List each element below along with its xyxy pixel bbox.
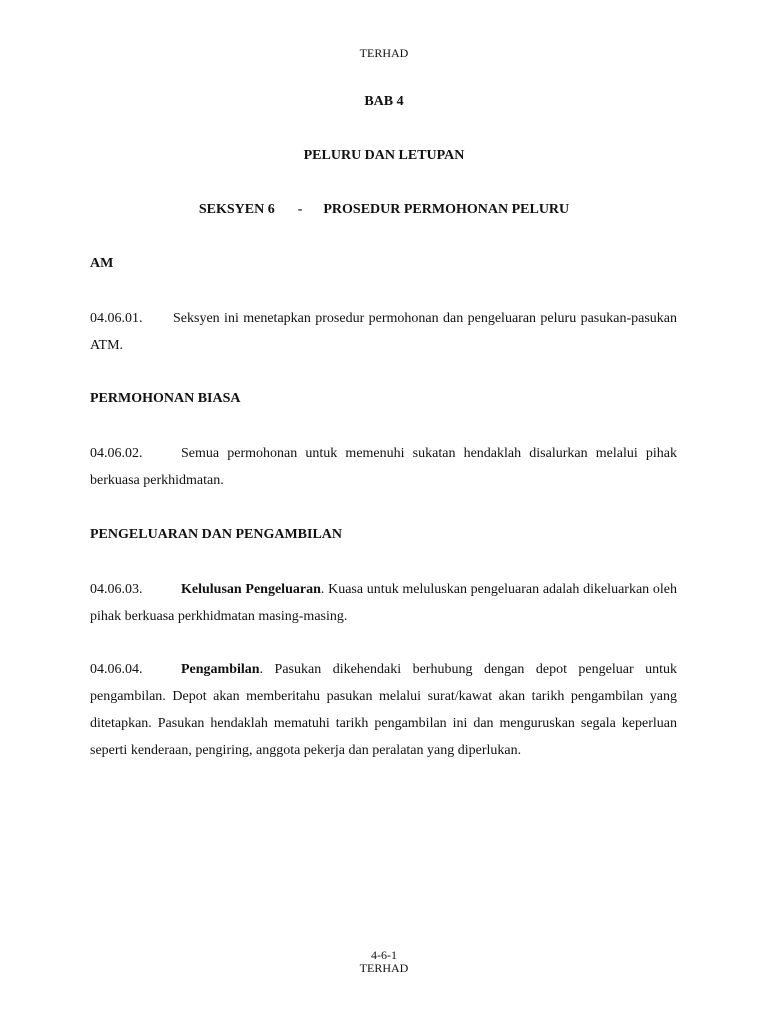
paragraph-text: Seksyen ini menetapkan prosedur permohonan dan pengeluaran peluru pasukan-pasukan ATM.: [90, 311, 677, 353]
paragraph-04-06-02: [90, 440, 677, 494]
paragraph-lead: Kelulusan Pengeluaran: [181, 582, 321, 597]
chapter-title: BAB 4: [364, 94, 404, 109]
paragraph-number: 04.06.02.: [90, 446, 143, 461]
paragraph-04-06-01: [90, 305, 677, 359]
footer-classification: TERHAD: [359, 961, 409, 975]
paragraph-text: . Kuasa untuk meluluskan pengeluaran adalah dikeluarkan oleh pihak berkuasa perkhidmatan masing-masing.: [90, 582, 677, 624]
heading-permohonan-biasa: PERMOHONAN BIASA: [90, 391, 241, 406]
paragraph-number: 04.06.01.: [90, 311, 143, 326]
header-classification: TERHAD: [359, 46, 409, 60]
paragraph-lead: Pengambilan: [181, 662, 260, 677]
footer: [0, 949, 768, 975]
section-number: SEKSYEN 6: [198, 202, 275, 217]
section-dash: -: [297, 202, 303, 217]
chapter-subject: PELURU DAN LETUPAN: [303, 148, 465, 163]
paragraph-text: . Pasukan dikehendaki berhubung dengan depot pengeluar untuk pengambilan. Depot akan memberitahu pasukan melalui surat/kawat akan tarikh pengambilan yang ditetapkan. Pasukan hendaklah mematuhi tarikh pengambilan ini dan menguruskan segala keperluan seperti kenderaan, pengiring, anggota pekerja dan peralatan yang diperlukan.: [90, 662, 677, 758]
section-title: [0, 202, 768, 218]
paragraph-text: Semua permohonan untuk memenuhi sukatan hendaklah disalurkan melalui pihak berkuasa perkhidmatan.: [90, 446, 677, 488]
heading-am: AM: [90, 256, 114, 271]
paragraph-04-06-04: [90, 656, 677, 764]
paragraph-number: 04.06.04.: [90, 662, 143, 677]
paragraph-04-06-03: [90, 576, 677, 630]
heading-pengeluaran: PENGELUARAN DAN PENGAMBILAN: [90, 527, 343, 542]
section-name: PROSEDUR PERMOHONAN PELURU: [323, 202, 570, 217]
paragraph-number: 04.06.03.: [90, 582, 143, 597]
page-number: 4-6-1: [371, 948, 397, 962]
